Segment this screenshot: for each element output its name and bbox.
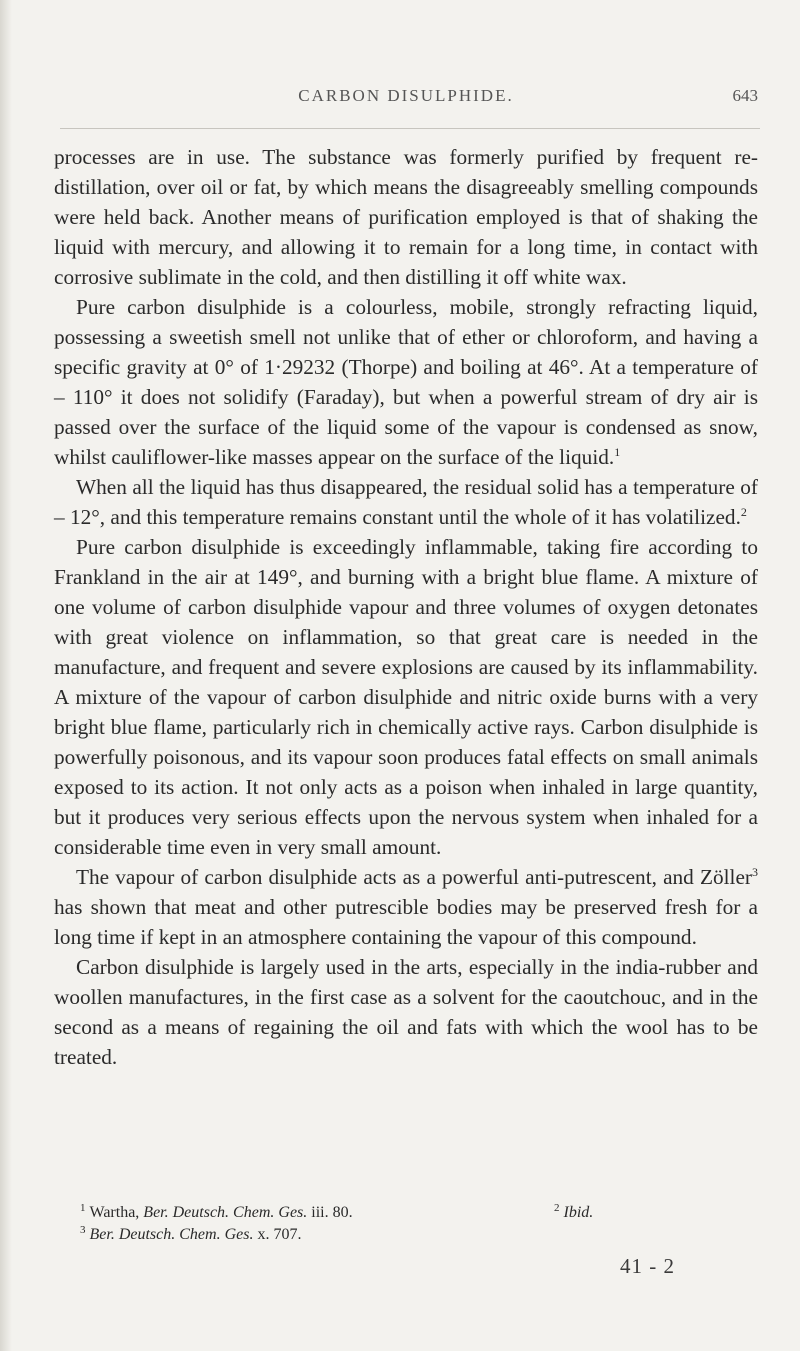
paragraph-3-text: When all the liquid has thus disappeared, the residual solid has a temperature of – 12°, and this temperature remains constant until the whole of it has volatilized. <box>54 475 758 529</box>
footnote-2-source: Ibid. <box>563 1204 594 1221</box>
running-head <box>54 86 758 114</box>
footnote-3-ref: x. 707. <box>257 1226 302 1243</box>
paragraph-5 <box>54 862 758 952</box>
footnote-row-1 <box>80 1202 760 1224</box>
paragraph-6 <box>54 952 758 1072</box>
printer-signature: 41 - 2 <box>620 1254 675 1278</box>
footnote-row-2 <box>80 1224 760 1246</box>
footnote-ref-2[interactable]: 2 <box>740 504 747 519</box>
paragraph-2-text: Pure carbon disulphide is a colourless, mobile, strongly refracting liquid, possessing a sweetish smell not unlike that of ether or chloroform, and having a specific gravity at 0° of 1·29232 (Thorpe) and boiling at 46°. At a temperature of – 110° it does not solidify (Faraday), but when a powerful stream of dry air is passed over the surface of the liquid some of the vapour is condensed as snow, whilst cauliflower-like masses appear on the surface of the liquid. <box>54 295 758 469</box>
page-binding-shadow <box>0 0 12 1351</box>
footnote-1-author: Wartha, <box>89 1204 140 1221</box>
paragraph-6-text: Carbon disulphide is largely used in the arts, especially in the india-rubber and woollen manufactures, in the first case as a solvent for the caoutchouc, and in the second as a means of regaining the oil and fats with which the wool has to be treated. <box>54 955 758 1069</box>
running-title: CARBON DISULPHIDE. <box>298 86 514 105</box>
footnote-1-source: Ber. Deutsch. Chem. Ges. <box>143 1204 308 1221</box>
paragraph-3 <box>54 472 758 532</box>
header-rule <box>60 128 760 129</box>
footnote-3 <box>80 1224 301 1246</box>
paragraph-4-text: Pure carbon disulphide is exceedingly inflammable, taking fire according to Frankland in the air at 149°, and burning with a bright blue flame. A mixture of one volume of carbon disulphide vapour and three volumes of oxygen detonates with great violence on inflammation, so that great care is needed in the manufacture, and frequent and severe explosions are caused by its inflammability. A mixture of the vapour of carbon disulphide and nitric oxide burns with a very bright blue flame, particularly rich in chemically active rays. Carbon disulphide is powerfully poisonous, and its vapour soon produces fatal effects on small animals exposed to its action. It not only acts as a poison when inhaled in large quantity, but it produces very serious effects upon the nervous system when inhaled for a considerable time even in very small amount. <box>54 535 758 859</box>
footnote-1 <box>80 1202 353 1224</box>
paragraph-5-text-before: The vapour of carbon disulphide acts as a powerful anti-putrescent, and Zöller <box>76 865 752 889</box>
paragraph-1 <box>54 142 758 292</box>
footnote-1-ref: iii. 80. <box>311 1204 353 1221</box>
footnotes <box>80 1202 760 1246</box>
footnote-3-source: Ber. Deutsch. Chem. Ges. <box>89 1226 254 1243</box>
footnote-ref-1[interactable]: 1 <box>614 444 621 459</box>
footnote-ref-3[interactable]: 3 <box>752 864 758 879</box>
page-number: 643 <box>732 86 758 105</box>
paragraph-5-text-after: has shown that meat and other putrescible bodies may be preserved fresh for a long time if kept in an atmosphere containing the vapour of this compound. <box>54 895 758 949</box>
paragraph-1-text: processes are in use. The substance was formerly purified by frequent re-distillation, over oil or fat, by which means the disagreeably smelling compounds were held back. Another means of purification employed is that of shaking the liquid with mercury, and allowing it to remain for a long time, in contact with corrosive sublimate in the cold, and then distilling it off white wax. <box>54 145 758 289</box>
footnote-2 <box>554 1202 593 1224</box>
footnote-3-mark: 3 <box>80 1223 86 1236</box>
paragraph-4 <box>54 532 758 862</box>
paragraph-2 <box>54 292 758 472</box>
body-text <box>54 142 758 1072</box>
footnote-1-mark: 1 <box>80 1201 86 1214</box>
footnote-2-mark: 2 <box>554 1201 560 1214</box>
